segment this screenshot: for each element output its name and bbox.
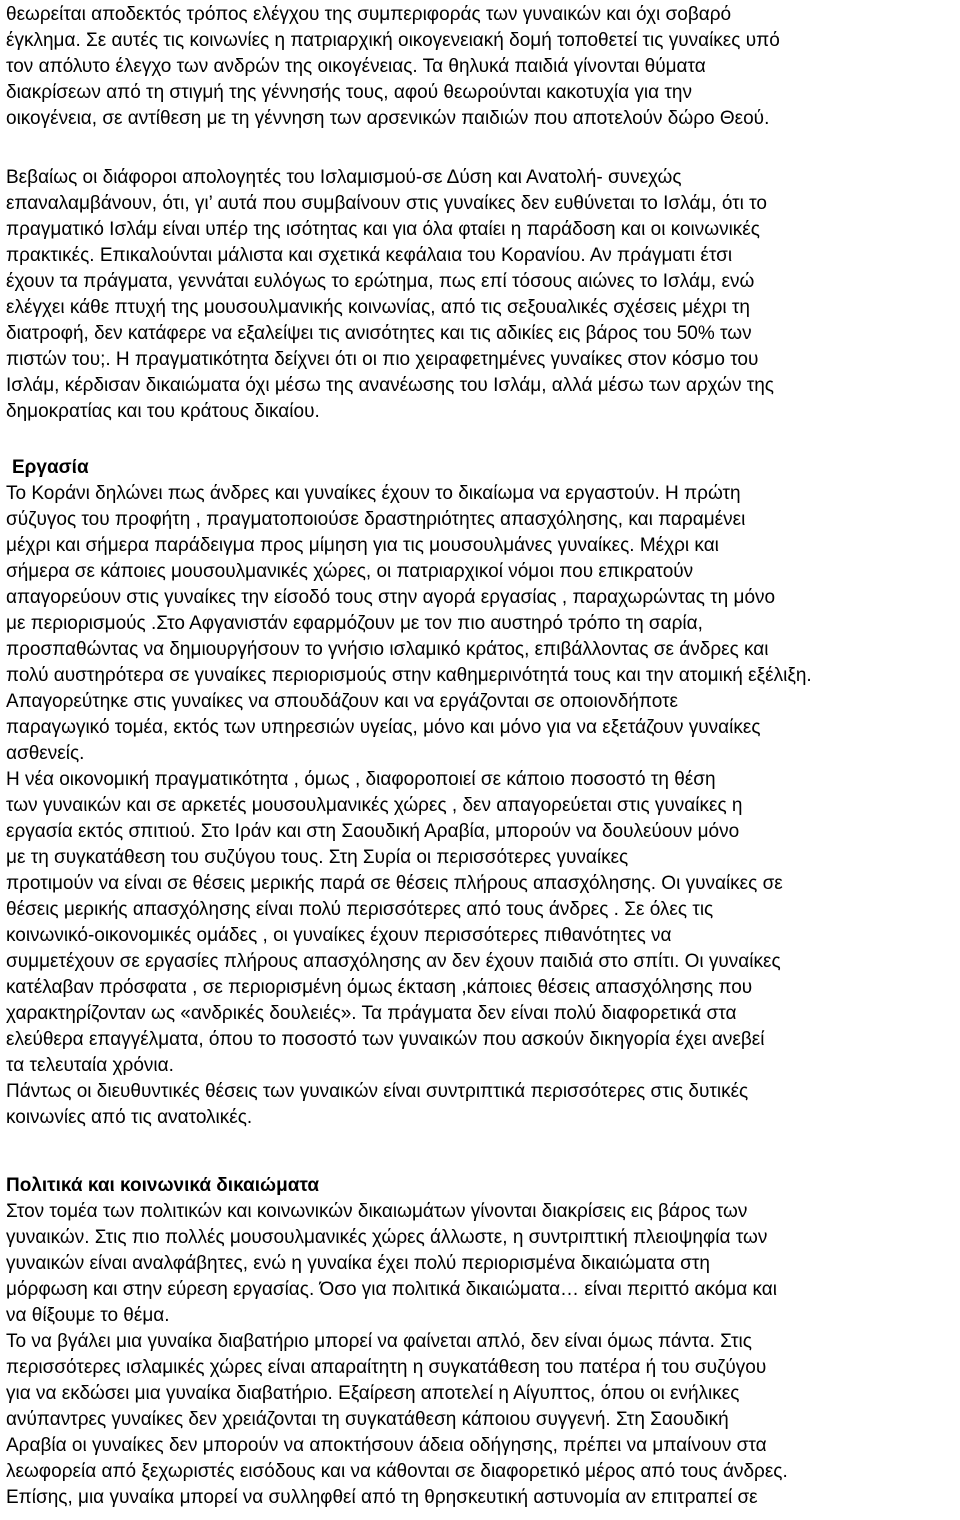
text-line: έγκλημα. Σε αυτές τις κοινωνίες η πατριαρχική οικογενειακή δομή τοποθετεί τις γυναίκες υπό xyxy=(6,30,780,51)
text-line: Αραβία οι γυναίκες δεν μπορούν να αποκτήσουν άδεια οδήγησης, πρέπει να μπαίνουν στα xyxy=(6,1435,767,1456)
text-line: ανύπαντρες γυναίκες δεν χρειάζονται τη συγκατάθεση κάποιου συγγενή. Στη Σαουδική xyxy=(6,1409,729,1430)
text-line: έχουν τα πράγματα, γεννάται ευλόγως το ερώτημα, πως επί τόσους αιώνες το Ισλάμ, ενώ xyxy=(6,271,755,292)
text-line: ασθενείς. xyxy=(6,743,85,764)
text-line: χαρακτηρίζονταν ως «ανδρικές δουλειές». Τα πράγματα δεν είναι πολύ διαφορετικά στα xyxy=(6,1003,737,1024)
text-line: οικογένεια, σε αντίθεση με τη γέννηση των αρσενικών παιδιών που αποτελούν δώρο Θεού. xyxy=(6,108,770,129)
text-line: ελεύθερα επαγγέλματα, όπου το ποσοστό των γυναικών που ασκούν δικηγορία έχει ανεβεί xyxy=(6,1029,765,1050)
text-line: Πάντως οι διευθυντικές θέσεις των γυναικών είναι συντριπτικά περισσότερες στις δυτικές xyxy=(6,1081,749,1102)
text-line: γυναικών είναι αναλφάβητες, ενώ η γυναίκα έχει πολύ περιορισμένα δικαιώματα στη xyxy=(6,1253,710,1274)
text-line: κατέλαβαν πρόσφατα , σε περιορισμένη όμως έκταση ,κάποιες θέσεις απασχόλησης που xyxy=(6,977,753,998)
text-line: συμμετέχουν σε εργασίες πλήρους απασχόλησης αν δεν έχουν παιδιά στο σπίτι. Οι γυναίκες xyxy=(6,951,781,972)
text-line: εργασία εκτός σπιτιού. Στο Ιράν και στη Σαουδική Αραβία, μπορούν να δουλεύουν μόνο xyxy=(6,821,740,842)
text-line: πρακτικές. Επικαλούνται μάλιστα και σχετικά κεφάλαια του Κορανίου. Αν πράγματι έτσι xyxy=(6,245,733,266)
text-line: Το Κοράνι δηλώνει πως άνδρες και γυναίκες έχουν το δικαίωμα να εργαστούν. Η πρώτη xyxy=(6,483,741,504)
text-line: μέχρι και σήμερα παράδειγμα προς μίμηση για τις μουσουλμάνες γυναίκες. Μέχρι και xyxy=(6,535,719,556)
text-line: πολύ αυστηρότερα σε γυναίκες περιορισμούς στην καθημερινότητά τους και την ατομική εξέλιξη. xyxy=(6,665,812,686)
text-line: κοινωνικό-οικονομικές ομάδες , οι γυναίκες έχουν περισσότερες πιθανότητες να xyxy=(6,925,672,946)
text-line: κοινωνίες από τις ανατολικές. xyxy=(6,1107,253,1128)
text-line: δημοκρατίας και του κράτους δικαίου. xyxy=(6,401,320,422)
text-line: Ισλάμ, κέρδισαν δικαιώματα όχι μέσω της ανανέωσης του Ισλάμ, αλλά μέσω των αρχών της xyxy=(6,375,774,396)
text-line: για να εκδώσει μια γυναίκα διαβατήριο. Εξαίρεση αποτελεί η Αίγυπτος, όπου οι ενήλικες xyxy=(6,1383,740,1404)
text-line: λεωφορεία από ξεχωριστές εισόδους και να κάθονται σε διαφορετικό μέρος από τους άνδρες. xyxy=(6,1461,788,1482)
section-heading: Πολιτικά και κοινωνικά δικαιώματα xyxy=(6,1175,319,1196)
text-line: των γυναικών και σε αρκετές μουσουλμανικές χώρες , δεν απαγορεύεται στις γυναίκες η xyxy=(6,795,743,816)
text-line: γυναικών. Στις πιο πολλές μουσουλμανικές χώρες άλλωστε, η συντριπτική πλειοψηφία των xyxy=(6,1227,768,1248)
text-line: επαναλαμβάνουν, ότι, γι’ αυτά που συμβαίνουν στις γυναίκες δεν ευθύνεται το Ισλάμ, ότι το xyxy=(6,193,767,214)
text-line: Απαγορεύτηκε στις γυναίκες να σπουδάζουν και να εργάζονται σε οποιονδήποτε xyxy=(6,691,679,712)
text-line: τα τελευταία χρόνια. xyxy=(6,1055,174,1076)
text-line: προσπαθώντας να δημιουργήσουν το γνήσιο ισλαμικό κράτος, επιβάλλοντας σε άνδρες και xyxy=(6,639,769,660)
text-line: πιστών του;. Η πραγματικότητα δείχνει ότι οι πιο χειραφετημένες γυναίκες στον κόσμο του xyxy=(6,349,759,370)
text-line: θεωρείται αποδεκτός τρόπος ελέγχου της συμπεριφοράς των γυναικών και όχι σοβαρό xyxy=(6,4,732,25)
text-line: διακρίσεων από τη στιγμή της γέννησής τους, αφού θεωρούνται κακοτυχία για την xyxy=(6,82,692,103)
text-line: διατροφή, δεν κατάφερε να εξαλείψει τις ανισότητες και τις αδικίες εις βάρος του 50% των xyxy=(6,323,752,344)
text-line: απαγορεύουν στις γυναίκες την είσοδό τους στην αγορά εργασίας , παραχωρώντας τη μόνο xyxy=(6,587,776,608)
text-line: με περιορισμούς .Στο Αφγανιστάν εφαρμόζουν με τον πιο αυστηρό τρόπο τη σαρία, xyxy=(6,613,703,634)
text-line: Βεβαίως οι διάφοροι απολογητές του Ισλαμισμού-σε Δύση και Ανατολή- συνεχώς xyxy=(6,167,682,188)
text-line: σήμερα σε κάποιες μουσουλμανικές χώρες, οι πατριαρχικοί νόμοι που επικρατούν xyxy=(6,561,694,582)
text-line: με τη συγκατάθεση του συζύγου τους. Στη Συρία οι περισσότερες γυναίκες xyxy=(6,847,629,868)
section-heading: Εργασία xyxy=(12,457,89,478)
text-line: Η νέα οικονομική πραγματικότητα , όμως , διαφοροποιεί σε κάποιο ποσοστό τη θέση xyxy=(6,769,716,790)
text-line: να θίξουμε το θέμα. xyxy=(6,1305,170,1326)
text-line: περισσότερες ισλαμικές χώρες είναι απαραίτητη η συγκατάθεση του πατέρα ή του συζύγου xyxy=(6,1357,767,1378)
text-line: παραγωγικό τομέα, εκτός των υπηρεσιών υγείας, μόνο και μόνο για να εξετάζουν γυναίκες xyxy=(6,717,761,738)
text-line: Το να βγάλει μια γυναίκα διαβατήριο μπορεί να φαίνεται απλό, δεν είναι όμως πάντα. Στις xyxy=(6,1331,752,1352)
text-line: προτιμούν να είναι σε θέσεις μερικής παρά σε θέσεις πλήρους απασχόλησης. Οι γυναίκες σε xyxy=(6,873,783,894)
text-line: σύζυγος του προφήτη , πραγματοποιούσε δραστηριότητες απασχόλησης, και παραμένει xyxy=(6,509,746,530)
text-line: Στον τομέα των πολιτικών και κοινωνικών δικαιωμάτων γίνονται διακρίσεις εις βάρος των xyxy=(6,1201,748,1222)
text-line: Επίσης, μια γυναίκα μπορεί να συλληφθεί από τη θρησκευτική αστυνομία αν επιτραπεί σε xyxy=(6,1487,758,1508)
text-line: ελέγχει κάθε πτυχή της μουσουλμανικής κοινωνίας, από τις σεξουαλικές σχέσεις μέχρι τη xyxy=(6,297,750,318)
text-line: τον απόλυτο έλεγχο των ανδρών της οικογένειας. Τα θηλυκά παιδιά γίνονται θύματα xyxy=(6,56,706,77)
text-line: πραγματικό Ισλάμ είναι υπέρ της ισότητας και για όλα φταίει η παράδοση και οι κοινωνικές xyxy=(6,219,760,240)
text-line: θέσεις μερικής απασχόλησης είναι πολύ περισσότερες από τους άνδρες . Σε όλες τις xyxy=(6,899,714,920)
text-line: μόρφωση και στην εύρεση εργασίας. Όσο για πολιτικά δικαιώματα… είναι περιττό ακόμα και xyxy=(6,1279,777,1300)
